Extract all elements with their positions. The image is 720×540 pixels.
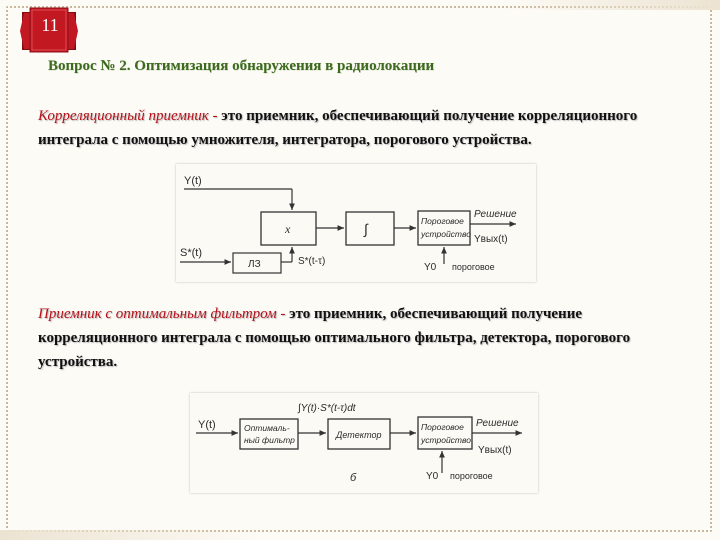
integrator-block — [346, 212, 394, 245]
paragraph-correlation-receiver — [38, 104, 688, 152]
input-y-label: Y(t) — [184, 175, 202, 187]
definition-text-2: это приемник, обеспечивающий получение корреляционного интеграла с помощью оптимального фильтра, детектора, порогового устройства. — [38, 306, 631, 370]
decision-label: Решение — [474, 209, 517, 220]
threshold-input-label-2: Y0 — [426, 471, 439, 482]
threshold-input-label: Y0 — [424, 262, 437, 273]
decision-label-2: Решение — [476, 418, 519, 429]
delay-line-label: ЛЗ — [248, 259, 261, 270]
decor-top-right — [500, 0, 720, 10]
threshold-device-label-2b: устройство — [421, 435, 471, 445]
threshold-value-label: пороговое — [452, 262, 495, 272]
detector-label: Детектор — [336, 430, 382, 440]
multiplier-label: x — [285, 222, 291, 236]
input-y-label-2: Y(t) — [198, 419, 216, 431]
output-label: Yвых(t) — [474, 234, 508, 245]
threshold-device-label-1: Пороговое — [421, 216, 464, 226]
threshold-value-label-2: пороговое — [450, 471, 493, 481]
output-label-2: Yвых(t) — [478, 445, 512, 456]
definition-text: это приемник, обеспечивающий получение корреляционного интеграла с помощью умножителя, интегратора, порогового устройства. — [38, 108, 638, 148]
optimal-filter-label-2: ный фильтр — [244, 435, 295, 445]
term-correlation-receiver: Корреляционный приемник - — [38, 108, 218, 124]
optimal-filter-label-1: Оптималь- — [244, 423, 290, 433]
slide-number: 11 — [41, 15, 59, 35]
optimal-filter-receiver-diagram — [190, 393, 538, 493]
decor-bottom-left — [0, 530, 260, 540]
paragraph-optimal-filter-receiver — [38, 302, 688, 374]
correlation-receiver-diagram — [176, 164, 536, 282]
diagram-caption: б — [350, 472, 357, 484]
threshold-device-label-2a: Пороговое — [421, 422, 464, 432]
term-optimal-filter-receiver: Приемник с оптимальным фильтром - — [38, 306, 286, 322]
formula-label: ∫Y(t)·S*(t-τ)dt — [298, 403, 356, 414]
delayed-signal-label: S*(t-τ) — [298, 256, 326, 267]
page-title: Вопрос № 2. Оптимизация обнаружения в радиолокации — [48, 58, 435, 74]
integrator-label: ∫ — [364, 221, 368, 237]
threshold-device-label-2: устройство — [421, 229, 471, 239]
input-s-label: S*(t) — [180, 247, 202, 259]
